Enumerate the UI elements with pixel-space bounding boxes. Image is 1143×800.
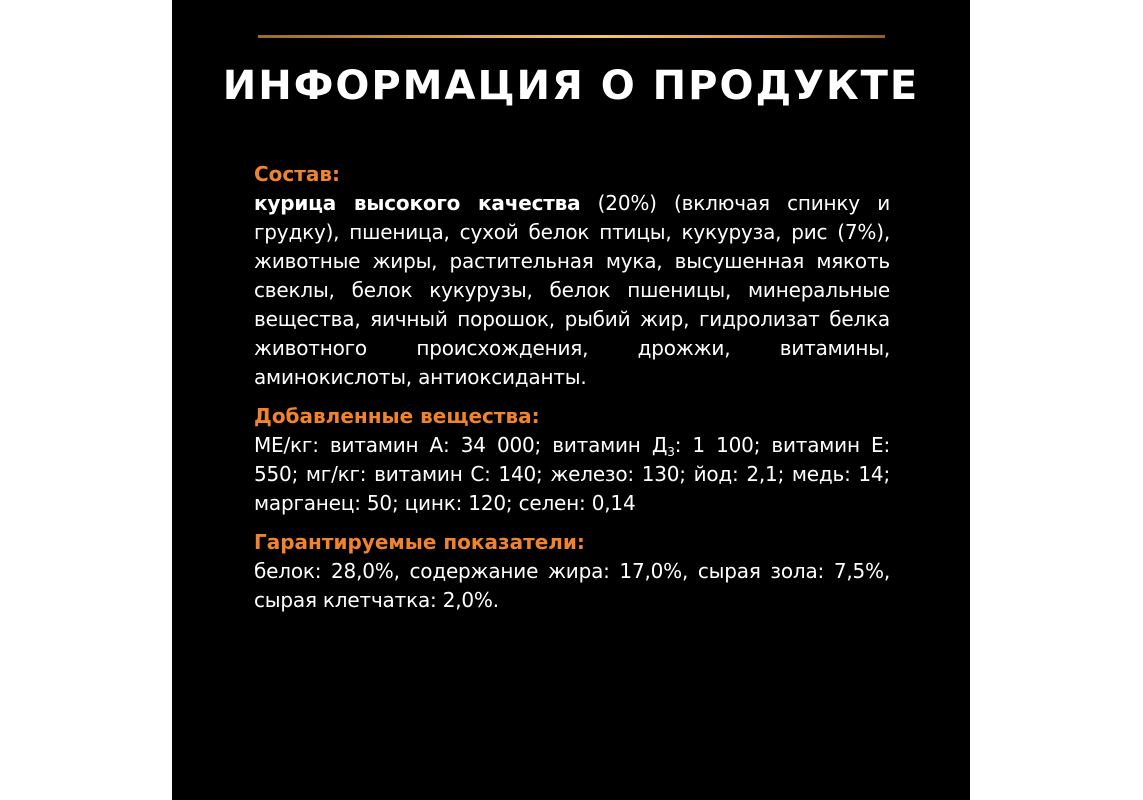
additives-heading: Добавленные вещества: — [254, 404, 540, 428]
composition-section — [254, 160, 890, 392]
composition-rest: (20%) (включая спинку и грудку), пшеница, сухой белок птицы, кукуруза, рис (7%), животные жиры, растительная мука, высушенная мякоть свеклы, белок кукурузы, белок пшеницы, минеральные вещества, яичный порошок, рыбий жир, гидролизат белка животного происхождения, дрожжи, витамины, аминокислоты, антиоксиданты. — [254, 191, 890, 389]
guaranteed-text: белок: 28,0%, содержание жира: 17,0%, сырая зола: 7,5%, сырая клетчатка: 2,0%. — [254, 559, 890, 612]
additives-section — [254, 402, 890, 518]
guaranteed-section — [254, 528, 890, 615]
page-title: ИНФОРМАЦИЯ О ПРОДУКТЕ — [222, 63, 920, 109]
guaranteed-heading: Гарантируемые показатели: — [254, 530, 585, 554]
additives-text-before: МЕ/кг: витамин А: 34 000; витамин Д — [254, 433, 668, 457]
product-info-panel — [172, 0, 970, 800]
gold-divider — [258, 35, 885, 38]
composition-highlight: курица высокого качества — [254, 191, 581, 215]
additives-subscript: 3 — [667, 445, 675, 459]
composition-heading: Состав: — [254, 162, 341, 186]
additives-text-after: : 1 100; витамин Е: 550; мг/кг: витамин С: 140; железо: 130; йод: 2,1; медь: 14; марганец: 50; цинк: 120; селен: 0,14 — [254, 433, 890, 515]
additives-text — [254, 431, 890, 518]
composition-text — [254, 189, 890, 392]
product-info-content — [254, 160, 890, 625]
